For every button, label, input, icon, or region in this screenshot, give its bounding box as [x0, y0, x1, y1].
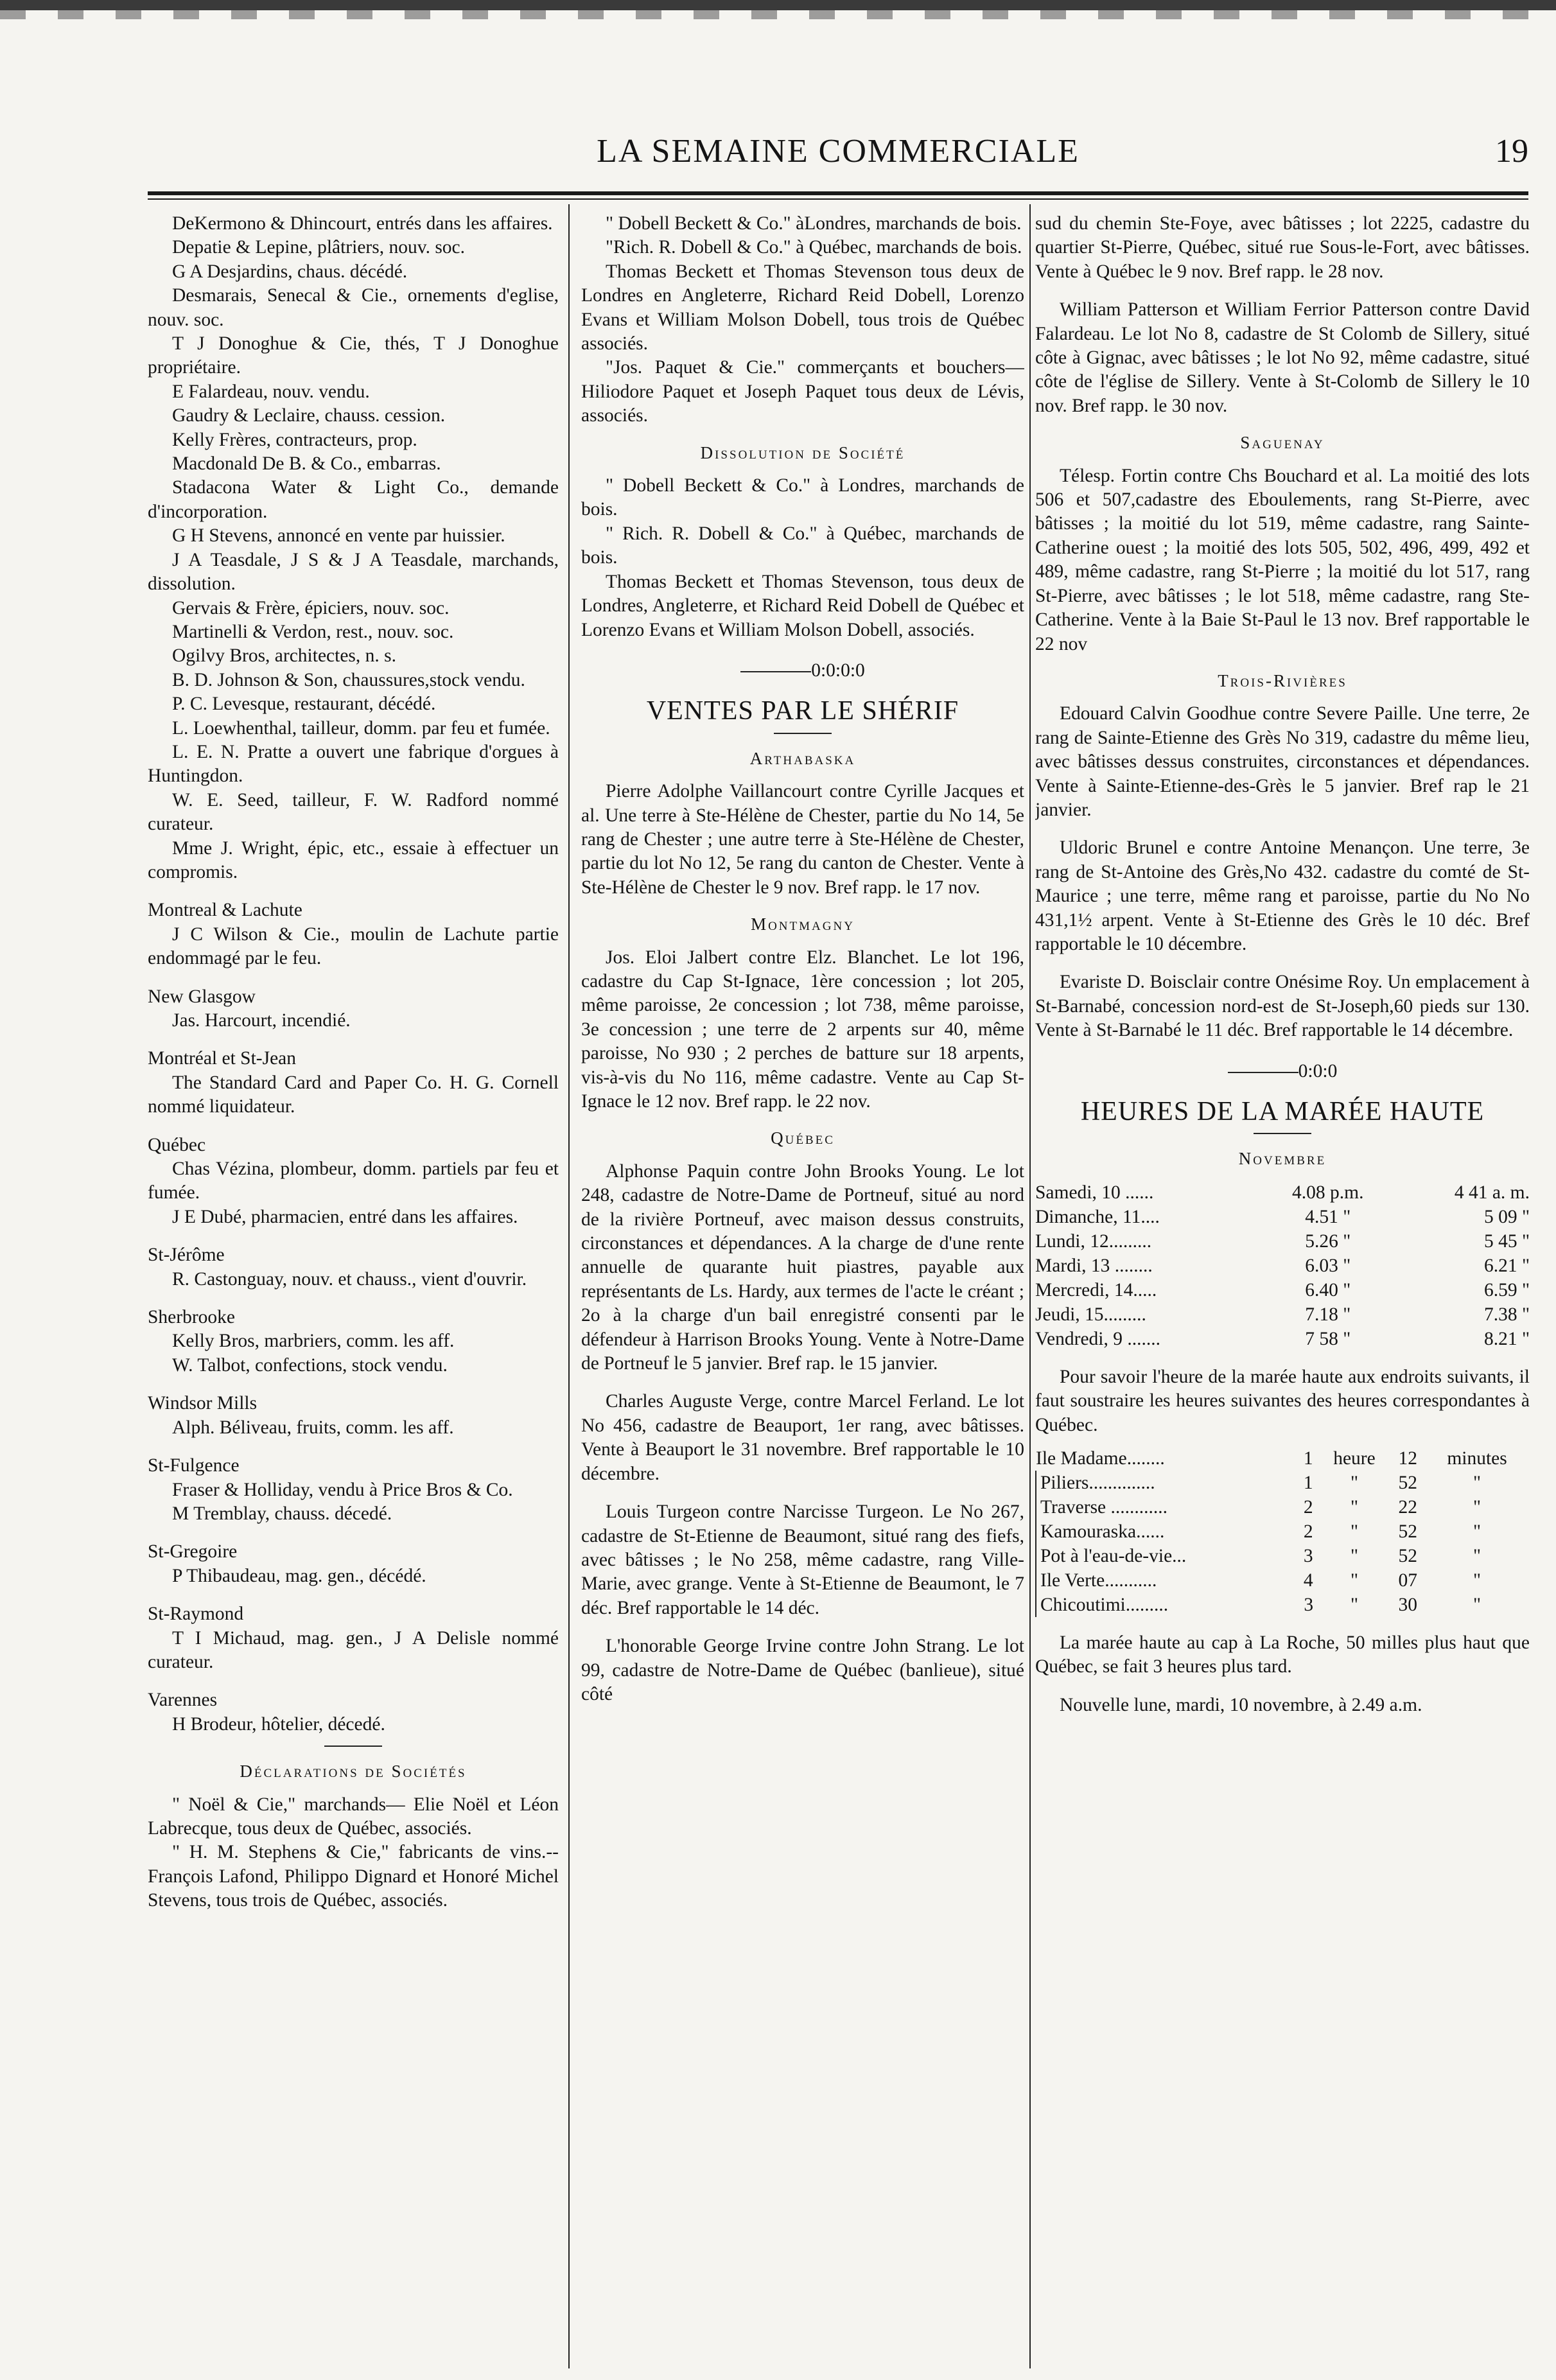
column-2 [581, 212, 1024, 2370]
port-minutes-unit: " [1473, 1546, 1482, 1567]
port-row [1036, 1495, 1530, 1519]
section-rule [1254, 1133, 1311, 1134]
notice: Nouvelle lune, mardi, 10 novembre, à 2.49 a.m. [1060, 1694, 1422, 1715]
column-divider-2 [1029, 204, 1031, 2368]
tide-time-1: 4.51 " [1305, 1206, 1351, 1227]
notice: " Rich. R. Dobell & Co." à Québec, marchands de bois. [581, 523, 1024, 568]
notice: G H Stevens, annoncé en vente par huissier. [172, 525, 505, 547]
district-heading: Arthabaska [749, 748, 856, 768]
notice: Macdonald De B. & Co., embarras. [172, 453, 441, 475]
port-name: Ile Verte........... [1036, 1568, 1300, 1593]
section-title: VENTES PAR LE SHÉRIF [646, 696, 959, 726]
notice: R. Castonguay, nouv. et chauss., vient d'ouvrir. [172, 1268, 527, 1290]
tide-time-2: 7.38 " [1483, 1304, 1530, 1325]
notice: Alph. Béliveau, fruits, comm. les aff. [172, 1417, 454, 1438]
notice: Ogilvy Bros, architectes, n. s. [172, 645, 397, 667]
port-row [1036, 1568, 1530, 1593]
port-row [1036, 1471, 1530, 1495]
tide-day: Jeudi, 15......... [1035, 1304, 1146, 1325]
notice: " Noël & Cie," marchands— Elie Noël et Léon Labrecque, tous deux de Québec, associés. [148, 1794, 559, 1839]
tide-time-2: 6.21 " [1483, 1255, 1530, 1276]
notice: E Falardeau, nouv. vendu. [172, 381, 370, 402]
notice: Edouard Calvin Goodhue contre Severe Paille. Une terre, 2e rang de Sainte-Etienne des Grès No 319, cadastre du même lieu, avec bâtisses dessus construites, circonstances et dépendances. Vente à Sainte-Etienne-des-Grès le 5 janvier. Bref rap le 21 janvier. [1035, 703, 1530, 820]
tide-time-2: 5 09 " [1483, 1206, 1530, 1227]
port-hours-unit: " [1350, 1595, 1358, 1616]
tide-day: Lundi, 12......... [1035, 1230, 1152, 1252]
port-hours: 1 [1303, 1448, 1313, 1469]
section-rule [774, 733, 832, 734]
port-minutes: 07 [1398, 1570, 1418, 1591]
tide-row [1035, 1327, 1530, 1351]
port-hours-unit: " [1350, 1473, 1358, 1494]
page-title: LA SEMAINE COMMERCIALE [597, 133, 1080, 170]
ornament-text: 0:0:0 [1298, 1060, 1338, 1081]
notice: sud du chemin Ste-Foye, avec bâtisses ; lot 2225, cadastre du quartier St-Pierre, Québec, situé rue Sous-le-Fort, avec bâtisses. Vente à Québec le 9 nov. Bref rapp. le 28 nov. [1035, 213, 1530, 282]
port-minutes-unit: " [1473, 1521, 1482, 1543]
notice: " Dobell Beckett & Co." à Londres, marchands de bois. [581, 475, 1024, 520]
port-hours-unit: " [1350, 1497, 1358, 1518]
place-heading: St-Raymond [148, 1604, 244, 1625]
notice: T I Michaud, mag. gen., J A Delisle nommé curateur. [148, 1627, 559, 1672]
port-minutes: 52 [1398, 1473, 1418, 1494]
page-number: 19 [1495, 133, 1528, 170]
section-rule [324, 1746, 382, 1747]
notice: Stadacona Water & Light Co., demande d'incorporation. [148, 477, 559, 522]
place-heading: St-Fulgence [148, 1455, 240, 1476]
place-heading: St-Gregoire [148, 1541, 238, 1562]
month-heading: Novembre [1238, 1149, 1327, 1169]
notice: Thomas Beckett et Thomas Stevenson tous deux de Londres en Angleterre, Richard Reid Dobell, Lorenzo Evans et William Molson Dobell, tous trois de Québec associés. [581, 261, 1024, 354]
tide-time-2: 5 45 " [1483, 1230, 1530, 1252]
port-hours: 3 [1303, 1546, 1313, 1567]
notice: Thomas Beckett et Thomas Stevenson, tous deux de Londres, Angleterre, et Richard Reid Dobell de Québec et Lorenzo Evans et William Molson Dobell, associés. [581, 571, 1024, 640]
port-name: Ile Madame........ [1036, 1448, 1165, 1469]
place-heading: New Glasgow [148, 986, 256, 1007]
notice: H Brodeur, hôtelier, décedé. [172, 1713, 385, 1735]
notice: "Rich. R. Dobell & Co." à Québec, marchands de bois. [606, 237, 1022, 258]
notice: Uldoric Brunel e contre Antoine Menançon. Une terre, 3e rang de St-Antoine des Grès,No 432. cadastre du comté de St-Maurice ; une terre, même rang et paroisse, partie du No No 431,1½ arpent. Vente à St-Etienne des Grès le 10 déc. Bref rapportable le 10 décembre. [1035, 837, 1530, 954]
notice: M Tremblay, chauss. décedé. [172, 1503, 392, 1524]
port-hours: 2 [1303, 1497, 1313, 1518]
place-heading: Windsor Mills [148, 1393, 258, 1414]
notice: T J Donoghue & Cie, thés, T J Donoghue propriétaire. [148, 333, 559, 378]
tide-time-1: 6.03 " [1305, 1255, 1351, 1276]
port-minutes: 22 [1398, 1497, 1418, 1518]
notice: Pierre Adolphe Vaillancourt contre Cyrille Jacques et al. Une terre à Ste-Hélène de Chester, partie du No 14, 5e rang de Chester ; une autre terre à Ste-Hélène de Chester, partie du lot No 12, 5e rang du canton de Chester. Vente à Ste-Hélène de Chester le 9 nov. Bref rapp. le 17 nov. [581, 781, 1024, 898]
notice: W. Talbot, confections, stock vendu. [172, 1354, 448, 1376]
port-minutes: 12 [1398, 1448, 1418, 1469]
section-heading: Déclarations de Sociétés [240, 1762, 467, 1781]
notice: Martinelli & Verdon, rest., nouv. soc. [172, 621, 454, 642]
place-heading: Sherbrooke [148, 1307, 235, 1328]
notice: William Patterson et William Ferrior Patterson contre David Falardeau. Le lot No 8, cadastre de St Colomb de Sillery, situé côte à Gignac, avec bâtisses ; le lot No 92, même cadastre, situé côte de l'église de Sillery. Vente à St-Colomb de Sillery le 10 nov. Bref rapp. le 30 nov. [1035, 299, 1530, 416]
tide-day: Mardi, 13 ........ [1035, 1255, 1153, 1276]
column-1 [148, 212, 559, 2370]
notice: G A Desjardins, chaus. décédé. [172, 261, 408, 282]
port-row [1036, 1519, 1530, 1544]
tide-time-2: 8.21 " [1483, 1328, 1530, 1349]
ornament-divider [581, 659, 1024, 683]
notice: Depatie & Lepine, plâtriers, nouv. soc. [172, 237, 466, 258]
notice: Gaudry & Leclaire, chauss. cession. [172, 405, 446, 426]
tide-time-1: 4.08 p.m. [1292, 1182, 1364, 1203]
tide-table [1035, 1180, 1530, 1351]
notice: Jas. Harcourt, incendié. [172, 1010, 351, 1031]
tide-time-1: 5.26 " [1305, 1230, 1351, 1252]
ornament-divider [1035, 1060, 1530, 1083]
tide-row [1035, 1180, 1530, 1205]
tide-row [1035, 1254, 1530, 1278]
notice: L'honorable George Irvine contre John Strang. Le lot 99, cadastre de Notre-Dame de Québec (banlieue), situé côté [581, 1636, 1024, 1704]
notice: Fraser & Holliday, vendu à Price Bros & Co. [172, 1479, 513, 1500]
port-name: Chicoutimi......... [1036, 1593, 1300, 1617]
scan-edge-dark [0, 0, 1556, 10]
tide-day: Vendredi, 9 ....... [1035, 1328, 1160, 1349]
place-heading: Varennes [148, 1690, 218, 1711]
place-heading: Montréal et St-Jean [148, 1048, 297, 1069]
notice: L. E. N. Pratte a ouvert une fabrique d'orgues à Huntingdon. [148, 741, 559, 787]
notice: Louis Turgeon contre Narcisse Turgeon. Le No 267, cadastre de St-Etienne de Beaumont, situé rang des fiefs, avec bâtisses ; le No 258, même cadastre, rang Ville-Marie, avec grange. Vente à St-Etienne de Beaumont, le 7 déc. Bref rapportable le 14 déc. [581, 1501, 1024, 1618]
port-hours-unit: heure [1333, 1448, 1376, 1469]
tide-row [1035, 1302, 1530, 1327]
notice: Evariste D. Boisclair contre Onésime Roy. Un emplacement à St-Barnabé, concession nord-est de St-Joseph,60 pieds sur 130. Vente à St-Barnabé le 11 déc. Bref rapportable le 14 décembre. [1035, 972, 1530, 1041]
port-minutes: 52 [1398, 1546, 1418, 1567]
port-name: Traverse ............ [1036, 1495, 1300, 1519]
port-hours: 3 [1304, 1595, 1314, 1616]
notice: P Thibaudeau, mag. gen., décédé. [172, 1565, 426, 1586]
district-heading: Saguenay [1240, 433, 1325, 453]
tide-time-2: 6.59 " [1483, 1279, 1530, 1300]
port-hours: 2 [1303, 1521, 1313, 1543]
header-rule-thick [148, 191, 1528, 195]
tide-time-1: 7.18 " [1305, 1304, 1351, 1325]
notice: Gervais & Frère, épiciers, nouv. soc. [172, 597, 450, 618]
notice: Kelly Bros, marbriers, comm. les aff. [172, 1331, 455, 1352]
notice: Mme J. Wright, épic, etc., essaie à effectuer un compromis. [148, 837, 559, 882]
section-heading: Dissolution de Société [700, 442, 905, 462]
notice: J A Teasdale, J S & J A Teasdale, marchands, dissolution. [148, 549, 559, 595]
tide-row [1035, 1205, 1530, 1229]
notice: La marée haute au cap à La Roche, 50 milles plus haut que Québec, se fait 3 heures plus tard. [1035, 1632, 1530, 1677]
port-name: Kamouraska...... [1036, 1519, 1300, 1544]
tide-time-2: 4 41 a. m. [1454, 1182, 1530, 1203]
tide-day: Samedi, 10 ...... [1035, 1182, 1154, 1203]
notice: Alphonse Paquin contre John Brooks Young. Le lot 248, cadastre de Notre-Dame de Portneuf, situé au nord de la rivière Portneuf, avec maison dessus construits, circonstances et dépendances. A la charge de d'une rente annuelle de quarante huit piastres, payable aux représentants de Ls. Hardy, aux termes de l'acte le créant ; 2o à la charge d'un bail enregistré consenti par le défendeur à Harrison Brooks Young. Vente à Notre-Dame de Portneuf le 5 janvier. Bref rap. le 15 janvier. [581, 1160, 1024, 1374]
port-row [1036, 1544, 1530, 1568]
notice: Desmarais, Senecal & Cie., ornements d'eglise, nouv. soc. [148, 285, 559, 330]
port-minutes-unit: " [1473, 1595, 1482, 1616]
port-hours: 1 [1303, 1473, 1313, 1494]
notice: Kelly Frères, contracteurs, prop. [172, 429, 417, 450]
notice: L. Loewhenthal, tailleur, domm. par feu et fumée. [172, 717, 550, 739]
tide-day: Mercredi, 14..... [1035, 1279, 1157, 1300]
notice: Télesp. Fortin contre Chs Bouchard et al. La moitié des lots 506 et 507,cadastre des Eboulements, rang St-Pierre, avec bâtisses ; la moitié du lot 519, même cadastre, rang Sainte-Catherine ouest ; la moitié des lots 505, 502, 496, 499, 492 et 489, même cadastre, rang St-Pierre ; la moitié du lot 517, rang St-Pierre, avec bâtisses ; le lot 518, même cadastre, rang Ste-Catherine. Vente à la Baie St-Paul le 13 nov. Bref rapportable le 22 nov [1035, 465, 1530, 654]
place-heading: Montreal & Lachute [148, 900, 302, 921]
port-minutes-unit: " [1473, 1497, 1482, 1518]
port-hours: 4 [1303, 1570, 1313, 1591]
notice: Jos. Eloi Jalbert contre Elz. Blanchet. Le lot 196, cadastre du Cap St-Ignace, 1ère concession ; lot 205, même paroisse, 2e concession ; lot 738, même paroisse, 3e concession ; une terre de 2 arpents sur 40, même paroisse, No 930 ; 2 perches de batture sur 18 arpents, vis-à-vis du No 116, même cadastre. Vente au Cap St-Ignace le 12 nov. Bref rapp. le 22 nov. [581, 947, 1024, 1112]
port-row [1036, 1593, 1530, 1617]
notice: "Jos. Paquet & Cie." commerçants et bouchers—Hiliodore Paquet et Joseph Paquet tous deux de Lévis, associés. [581, 357, 1024, 426]
place-heading: Québec [148, 1134, 206, 1155]
port-hours-unit: " [1350, 1546, 1358, 1567]
port-minutes-unit: " [1473, 1473, 1482, 1494]
district-heading: Montmagny [751, 914, 855, 934]
notice: Pour savoir l'heure de la marée haute aux endroits suivants, il faut soustraire les heures suivantes des heures correspondantes à Québec. [1035, 1366, 1530, 1435]
district-heading: Trois-Rivières [1218, 670, 1347, 690]
port-minutes: 52 [1398, 1521, 1418, 1543]
running-header [148, 128, 1528, 180]
section-title: HEURES DE LA MARÉE HAUTE [1080, 1097, 1485, 1126]
port-row [1036, 1446, 1530, 1471]
port-minutes-unit: minutes [1447, 1448, 1507, 1469]
column-3 [1035, 212, 1530, 2370]
tide-time-1: 6.40 " [1305, 1279, 1351, 1300]
tide-day: Dimanche, 11.... [1035, 1206, 1160, 1227]
column-divider-1 [568, 204, 570, 2368]
notice: J C Wilson & Cie., moulin de Lachute partie endommagé par le feu. [148, 923, 559, 969]
notice: " H. M. Stephens & Cie," fabricants de vins.--François Lafond, Philippo Dignard et Honoré Michel Stevens, tous trois de Québec, associés. [148, 1842, 559, 1911]
notice: W. E. Seed, tailleur, F. W. Radford nommé curateur. [148, 789, 559, 835]
district-heading: Québec [771, 1128, 835, 1148]
notice: " Dobell Beckett & Co." àLondres, marchands de bois. [606, 213, 1022, 234]
notice: J E Dubé, pharmacien, entré dans les affaires. [172, 1206, 518, 1227]
port-minutes-unit: " [1473, 1570, 1482, 1591]
scan-edge-texture [0, 10, 1556, 19]
port-hours-unit: " [1350, 1521, 1358, 1543]
port-minutes: 30 [1398, 1595, 1418, 1616]
notice: B. D. Johnson & Son, chaussures,stock vendu. [172, 669, 525, 690]
notice: The Standard Card and Paper Co. H. G. Cornell nommé liquidateur. [148, 1072, 559, 1117]
port-hours-unit: " [1350, 1570, 1358, 1591]
notice: P. C. Levesque, restaurant, décédé. [172, 694, 436, 715]
tide-time-1: 7 58 " [1305, 1328, 1351, 1349]
header-rule-thin [148, 198, 1528, 200]
port-name: Pot à l'eau-de-vie... [1036, 1544, 1300, 1568]
port-offset-table [1035, 1446, 1530, 1617]
tide-row [1035, 1278, 1530, 1302]
notice: Chas Vézina, plombeur, domm. partiels par feu et fumée. [148, 1159, 559, 1203]
place-heading: St-Jérôme [148, 1245, 225, 1266]
notice: Charles Auguste Verge, contre Marcel Ferland. Le lot No 456, cadastre de Beauport, 1er rang, avec bâtisses. Vente à Beauport le 31 novembre. Bref rapportable le 10 décembre. [581, 1391, 1024, 1484]
tide-row [1035, 1229, 1530, 1254]
ornament-text: 0:0:0:0 [811, 660, 865, 681]
port-name: Piliers.............. [1036, 1471, 1300, 1495]
notice: DeKermono & Dhincourt, entrés dans les affaires. [172, 213, 553, 234]
